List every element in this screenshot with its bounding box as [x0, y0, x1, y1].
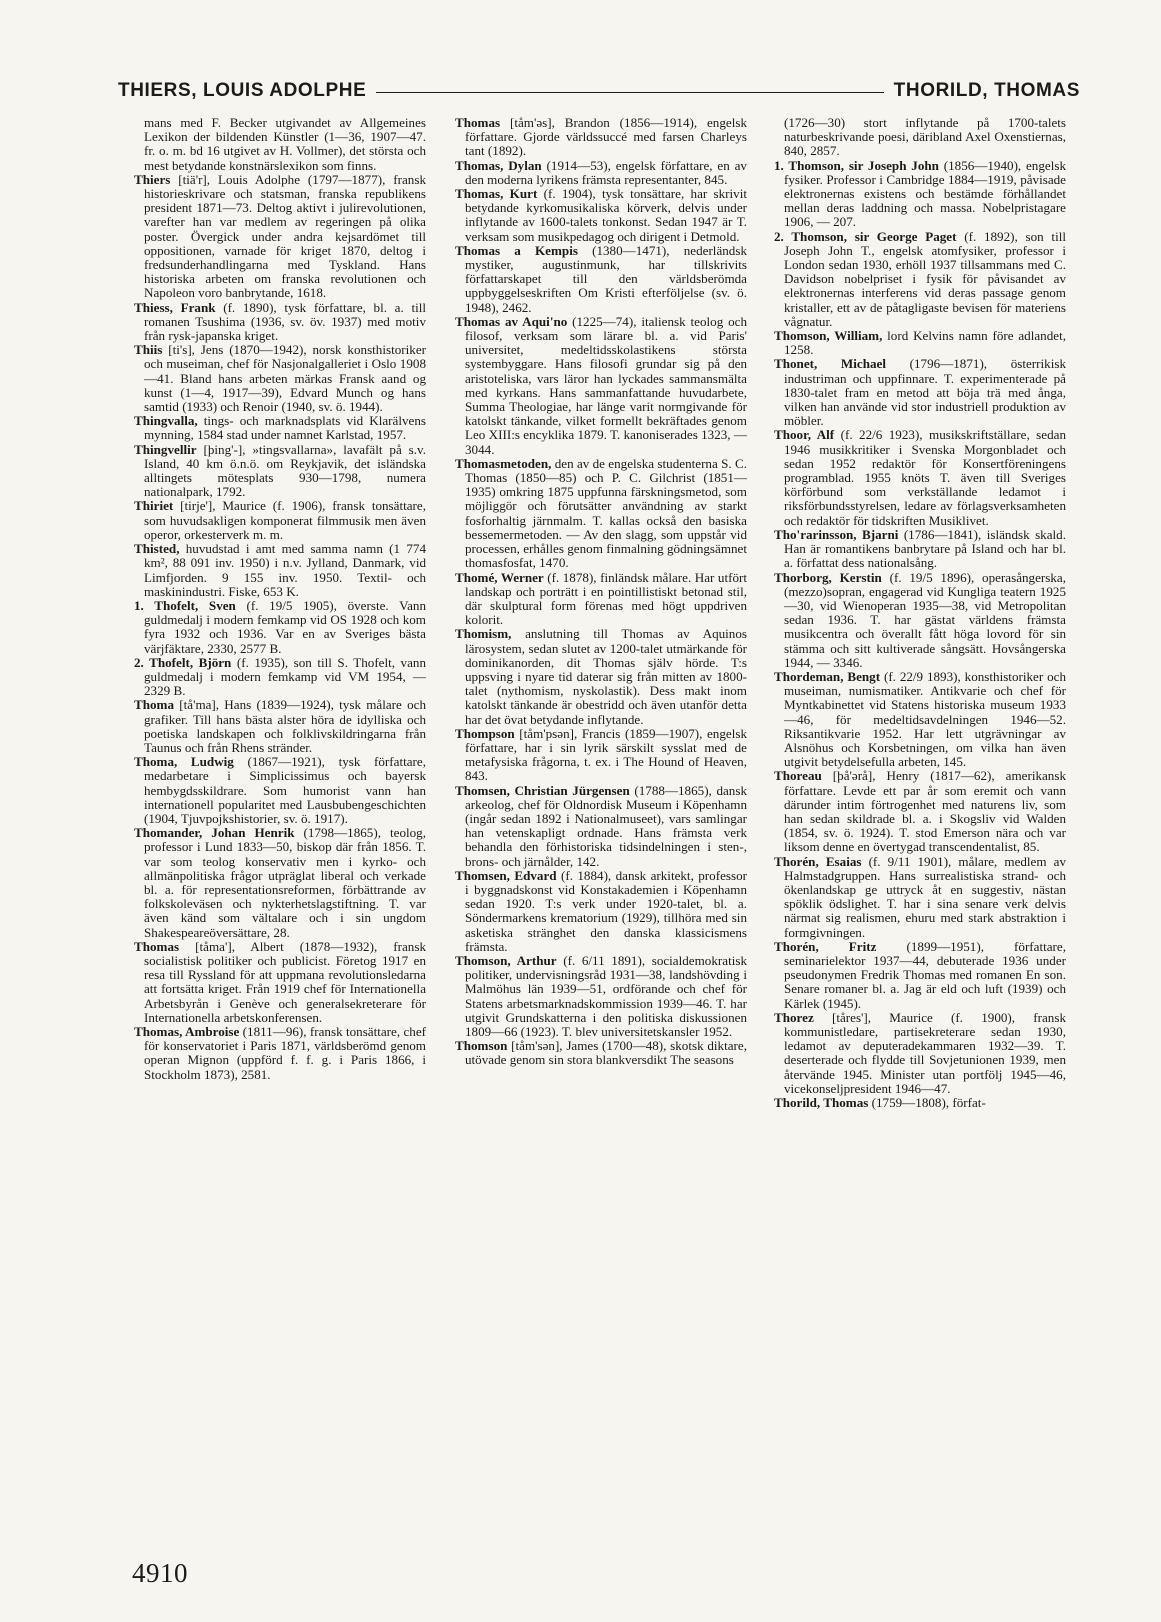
entry-text: anslutning till Thomas av Aquinos lärosystem, sedan slutet av 1200-talet utmärkande för dominikanorden, dit Thomas själv hörde. T:s uppsving i nyare tid daterar sig från mitten av 1800-talet (nythomism, nyskolastik). Dess makt inom katolskt tänkande är obestridd och även utanför detta har det övat betydande inflytande. — [465, 626, 747, 727]
entry-text: (1788—1865), dansk arkeolog, chef för Oldnordisk Museum i Köpenhamn (ingår sedan 1892 i Nationalmuseet), vars samlingar han vetenskapligt ordnade. Hans främsta verk behandla den förhistoriska tidsindelningen i sten-, brons- och järnålder, 142. — [465, 782, 747, 869]
dictionary-entry — [134, 1025, 426, 1082]
dictionary-entry — [774, 855, 1066, 940]
entry-text: [tirje'], Maurice (f. 1906), fransk tonsättare, som huvudsakligen komponerat filmmusik men även operor, orkesterverk m. m. — [144, 498, 426, 542]
entry-headword: Thomander, Johan Henrik — [134, 825, 295, 841]
entry-text: (1798—1865), teolog, professor i Lund 1833—50, biskop där från 1856. T. var som teolog konservativ men i kyrko- och allmänpolitiska frågor utpräglat liberal och verkade bl. a. för representationsreformen, förbättrande av folkskoleväsen och nykterhetslagstiftning. T. var även känd som vältalare och i sin ungdom Shakespeareöversättare, 28. — [144, 825, 426, 940]
dictionary-entry — [134, 656, 426, 699]
entry-headword: Thoreau — [774, 768, 822, 784]
entry-headword: Thomson, Arthur — [455, 952, 557, 968]
entry-headword: Thisted, — [134, 541, 180, 557]
entry-headword: Thomé, Werner — [455, 569, 544, 585]
entry-text: (1380—1471), nederländsk mystiker, augustinmunk, har tillskrivits författarskapet till den världsberömda uppbyggelseskriften Om Kristi efterföljelse (sv. ö. 1948), 2462. — [465, 242, 747, 315]
entry-text: (f. 1892), son till Joseph John T., engelsk atomfysiker, professor i London sedan 1930, erhöll 1937 tillsammans med C. Davidson nobelpriset i fysik för påvisandet av elektronernas interferens vid deras passage genom kristaller, ett av de påtagligaste bevisen för materiens vågnatur. — [784, 228, 1066, 329]
entry-text: den av de engelska studenterna S. C. Thomas (1850—85) och P. C. Gilchrist (1851—1935) omkring 1875 uppfunna färskningsmetod, som möjliggör och förutsätter användning av starkt fosforhaltig järnmalm. T. kallas också den basiska bessemermetoden. — Av den slagg, som uppstår vid processen, erhålles genom finmalning gödningsämnet thomasfosfat, 1470. — [465, 455, 747, 571]
header-right-guideword: THORILD, THOMAS — [893, 80, 1080, 101]
dictionary-entry — [134, 499, 426, 542]
entry-text: (f. 1935), son till S. Thofelt, vann guldmedalj i modern femkamp vid VM 1954, — 2329 B. — [144, 654, 427, 699]
dictionary-entry — [455, 727, 747, 784]
entry-headword: Thomson — [455, 1038, 508, 1054]
column-2 — [455, 116, 747, 1068]
entry-text: (1786—1841), isländsk skald. Han är romantikens banbrytare på Island och har bl. a. författat dess nationalsång. — [784, 526, 1066, 571]
entry-headword: Thomas — [134, 938, 180, 954]
dictionary-entry — [774, 159, 1066, 230]
entry-text: (f. 19/5 1896), operasångerska, (mezzo)sopran, engagerad vid Kungliga teatern 1925—30, vid Wienoperan 1935—38, vid Metropolitan sedan 1936. T. har gästat världens främsta musikcentra och överallt fått höga lovord för sin stämma och sitt kultiverade sångsätt. Hovsångerska 1944, — 3346. — [784, 569, 1067, 670]
entry-headword: Thoma, Ludwig — [134, 754, 234, 770]
entry-headword: Thingvalla, — [134, 413, 198, 429]
column-3 — [774, 116, 1066, 1110]
entry-headword: Thomas, Ambroise — [134, 1024, 240, 1039]
entry-headword: Thorén, Fritz — [774, 938, 877, 954]
dictionary-entry — [134, 698, 426, 755]
entry-text: [þå'ərå], Henry (1817—62), amerikansk författare. Levde ett par år som eremit och vann därunder intim förtrogenhet med naturens liv, som han sedan skildrade bl. a. i Skogsliv vid Walden (1854, sv. ö. 1924). T. stod Emerson nära och var liksom denne en övertygad transcendentalist, 85. — [784, 768, 1066, 855]
dictionary-entry — [455, 159, 747, 187]
entry-headword: Thorez — [774, 1009, 814, 1025]
entry-text: (f. 22/6 1923), musikskriftställare, sedan 1946 musikkritiker i Svenska Morgonbladet och sedan 1952 redaktör för Konsertföreningens programblad. 1955 knöts T. även till Sveriges körförbund som verkställande ledamot i riksförbundsstyrelsen, ledare av förlagsverksamheten och redaktör för tidskriften Musiklivet. — [784, 427, 1066, 528]
entry-text: huvudstad i amt med samma namn (1 774 km², 88 091 inv. 1950) i n.v. Jylland, Danmark, vid Limfjorden. 9 155 inv. 1950. Textil- och maskinindustri. Fiske, 653 K. — [144, 541, 426, 599]
entry-headword: Thordeman, Bengt — [774, 668, 881, 684]
entry-headword: Thingvellir — [134, 441, 197, 457]
dictionary-entry — [455, 627, 747, 726]
entry-headword: Thiess, Frank — [134, 299, 216, 315]
entry-text: (1914—53), engelsk författare, en av den moderna lyrikens främsta representanter, 845. — [465, 157, 747, 187]
entry-headword: Thomas, Kurt — [455, 186, 538, 202]
entry-headword: Thoma — [134, 697, 175, 713]
entry-headword: Thomas av Aqui'no — [455, 313, 568, 329]
dictionary-entry — [134, 343, 426, 414]
dictionary-entry — [774, 528, 1066, 571]
dictionary-entry — [455, 784, 747, 869]
entry-headword: 1. Thomson, sir Joseph John — [774, 157, 939, 173]
page-number: 4910 — [132, 1558, 188, 1588]
dictionary-entry — [774, 1011, 1066, 1096]
dictionary-entry — [134, 414, 426, 442]
dictionary-entry — [774, 329, 1066, 357]
entry-text: [tiä'r], Louis Adolphe (1797—1877), fransk historieskrivare och statsman, franska republikens president 1871—73. Deltog aktivt i julirevolutionen, varefter han var medlem av regeringen på olika poster. Övergick under andra kejsardömet till oppositionen, varnade för kriget 1870, deltog i fredsunderhandlingarna med Tyskland. Hans historiska arbeten om franska revolutionen och Napoleon voro banbrytande, 1618. — [144, 171, 426, 301]
entry-text: [tåm'əs], Brandon (1856—1914), engelsk författare. Gjorde världssuccé med farsen Charleys tant (1892). — [465, 115, 747, 159]
dictionary-entry — [455, 1039, 747, 1067]
entry-text: [tå'ma], Hans (1839—1924), tysk målare och grafiker. Till hans bästa alster höra de idylliska och poetiska landskapen och folklivskildringarna från Taunus och från Rhens stränder. — [144, 697, 426, 755]
entry-text: (1899—1951), författare, seminarielektor 1937—44, debuterade 1936 under pseudonymen Fredrik Thomas med romanen En son. Senare romaner bl. a. Jag är eld och luft (1939) och Kärlek (1945). — [784, 938, 1067, 1011]
dictionary-entry — [455, 116, 747, 159]
entry-text: (f. 6/11 1891), socialdemokratisk politiker, undervisningsråd 1931—38, landshövding i Malmöhus län 1939—51, ordförande och chef för Statens arbetsmarknadskommission 1939—46. T. har utgivit Grundskatterna i den politiska diskussionen 1809—66 (1923). T. blev universitetskansler 1952. — [465, 952, 747, 1039]
entry-text: (1811—96), fransk tonsättare, chef för konservatoriet i Paris 1871, världsberömd genom operan Mignon (uppförd f. f. g. i Paris 1866, i Stockholm 1873), 2581. — [144, 1024, 427, 1082]
entry-text: (1759—1808), förfat- — [868, 1095, 986, 1111]
dictionary-entry — [774, 571, 1066, 670]
entry-headword: Thonet, Michael — [774, 356, 886, 372]
entry-headword: Thomsen, Edvard — [455, 867, 557, 883]
entry-headword: Thiis — [134, 342, 163, 358]
header-left-guideword: THIERS, LOUIS ADOLPHE — [118, 80, 367, 101]
dictionary-entry — [134, 826, 426, 940]
entry-text: (f. 1890), tysk författare, bl. a. till romanen Tsushima (1936, sv. öv. 1937) med motiv från rysk-japanska kriget. — [144, 299, 426, 344]
dictionary-entry — [134, 755, 426, 826]
entry-text: (f. 19/5 1905), överste. Vann guldmedalj i modern femkamp vid OS 1928 och kom fyra 1932 och 1936. Var en av Sveriges bästa värjfäktare, 2330, 2577 B. — [144, 597, 427, 656]
dictionary-entry — [455, 315, 747, 457]
entry-text: (1225—74), italiensk teolog och filosof, verksam som lärare bl. a. vid Paris' universitet, medeltidsskolastikens största systembyggare. Hans filosofi grundar sig på den aristoteliska, vars läror han lyckades sammansmälta med kyrkans. Hans sammanfattande huvudarbete, Summa Theologiae, har länge varit normgivande för katolskt tänkande, vilket formellt bekräftades genom Leo XIII:s encyklika 1879. T. kanoniserades 1323, — 3044. — [465, 313, 747, 457]
dictionary-entry — [774, 230, 1066, 329]
dictionary-entry — [134, 116, 426, 173]
entry-headword: Thomasmetoden, — [455, 455, 552, 471]
header-rule — [376, 92, 883, 93]
entry-text: mans med F. Becker utgivandet av Allgemeines Lexikon der bildenden Künstler (1—36, 1907—47. fr. o. m. bd 16 utgivet av H. Vollmer), det största och mest betydande konstnärslexikon som finns. — [144, 115, 426, 173]
dictionary-entry — [134, 443, 426, 500]
entry-text: (f. 1878), finländsk målare. Har utfört landskap och porträtt i en pointillistiskt betonad stil, där skulptural form förenas med högt uppdriven kolorit. — [465, 569, 747, 628]
entry-headword: Thiriet — [134, 498, 174, 514]
entry-text: (f. 22/9 1893), konsthistoriker och museiman, numismatiker. Antikvarie och chef för Myntkabinettet vid Statens historiska museum 1933—46, för medeltidsavdelningen 1946—52. Riksantikvarie 1952. Har lett utgrävningar av Alsnöhus och Korsbetningen, om vilka han även utgivit betydelsefulla arbeten, 145. — [784, 668, 1066, 770]
entry-headword: Thomson, William, — [774, 328, 883, 344]
entry-text: (1867—1921), tysk författare, medarbetare i Simplicissimus och bayersk hembygdsskildrare. Som humorist vann han internationell popularitet med Lausbubengeschichten (1904, Tjuvpojkshistorier, sv. ö. 1917). — [144, 754, 426, 826]
dictionary-entry — [774, 670, 1066, 769]
dictionary-entry — [774, 116, 1066, 159]
entry-text: tings- och marknadsplats vid Klarälvens mynning, 1584 stad under namnet Karlstad, 1957. — [144, 413, 426, 443]
entry-text: (f. 1904), tysk tonsättare, har skrivit betydande kyrkomusikaliska körverk, delvis under inflytande av 1600-talets tonkonst. Sedan 1947 är T. verksam som musikpedagog och dirigent i Detmold. — [465, 186, 747, 244]
entry-text: (1796—1871), österrikisk industriman och uppfinnare. T. experimenterade på 1830-talet fram en metod att böja trä med ånga, vilken han använde vid stor industriell produktion av möbler. — [784, 356, 1066, 429]
dictionary-entry — [774, 357, 1066, 428]
column-1 — [134, 116, 426, 1082]
dictionary-entry — [774, 940, 1066, 1011]
entry-headword: Thoor, Alf — [774, 427, 835, 443]
dictionary-entry — [134, 301, 426, 344]
dictionary-entry — [134, 173, 426, 301]
entry-text: [þing'-], »tingsvallarna», lavafält på s.v. Island, 40 km ö.n.ö. om Reykjavik, det isländska alltingets mötesplats 930—1798, numera nationalpark, 1792. — [144, 441, 426, 500]
entry-text: (1726—30) stort inflytande på 1700-talets naturbeskrivande poesi, däribland Axel Oxenstiernas, 840, 2857. — [784, 115, 1066, 159]
entry-text: lord Kelvins namn före adlandet, 1258. — [784, 328, 1066, 358]
entry-headword: Thorborg, Kerstin — [774, 569, 882, 585]
dictionary-entry — [134, 599, 426, 656]
dictionary-entry — [134, 940, 426, 1025]
dictionary-entry — [774, 428, 1066, 527]
dictionary-entry — [455, 457, 747, 571]
entry-headword: Thomas a Kempis — [455, 242, 578, 258]
entry-text: [tåma'], Albert (1878—1932), fransk socialistisk politiker och publicist. Företog 1917 en resa till Ryssland för att uppmana revolutionsledarna att fortsätta kriget. Från 1919 chef för Internationella Arbetsbyrån i Genève och generalsekreterare för Internationella arbetskonferensen. — [144, 938, 426, 1025]
entry-headword: Thomas — [455, 115, 501, 130]
entry-headword: Thorild, Thomas — [774, 1095, 869, 1111]
entry-headword: Thomas, Dylan — [455, 157, 542, 173]
entry-headword: Thorén, Esaias — [774, 853, 862, 869]
entry-headword: Thomism, — [455, 626, 512, 642]
entry-headword: Thomsen, Christian Jürgensen — [455, 782, 630, 798]
entry-headword: Tho'rarinsson, Bjarni — [774, 526, 899, 542]
entry-headword: Thiers — [134, 171, 171, 187]
entry-text: (f. 9/11 1901), målare, medlem av Halmstadgruppen. Hans surrealistiska strand- och ökenlandskap ge uttryck åt en suggestiv, nästan spöklik ödslighet. T. har i sina senare verk delvis närmat sig realismen, ehuru med stark abstraktion i formgivningen. — [784, 853, 1066, 940]
dictionary-entry — [455, 244, 747, 315]
dictionary-entry — [774, 769, 1066, 854]
entry-headword: 2. Thofelt, Björn — [134, 654, 232, 670]
entry-text: [tåres'], Maurice (f. 1900), fransk kommunistledare, partisekreterare sedan 1930, ledamot av deputeradekammaren 1932—39. T. deserterade och flydde till Sovjetunionen 1939, men återvände 1945. Minister utan portfölj 1945—46, vicekonseljpresident 1946—47. — [784, 1009, 1066, 1096]
entry-headword: 1. Thofelt, Sven — [134, 597, 236, 613]
dictionary-entry — [134, 542, 426, 599]
entry-headword: Thompson — [455, 725, 515, 741]
entry-headword: 2. Thomson, sir George Paget — [774, 228, 957, 244]
dictionary-entry — [455, 869, 747, 954]
dictionary-entry — [774, 1096, 1066, 1110]
entry-text: [ti's], Jens (1870—1942), norsk konsthistoriker och museiman, chef för Nasjonalgalleriet i Oslo 1908—41. Bland hans arbeten märkas Fransk aand og kunst (1—4, 1917—39), Edvard Munch og hans samtid (1933) och Renoir (1940, sv. ö. 1944). — [144, 342, 426, 415]
dictionary-entry — [455, 187, 747, 244]
running-header — [118, 78, 1080, 104]
entry-text: [tåm'sən], James (1700—48), skotsk diktare, utövade genom sin stora blankversdikt The seasons — [465, 1038, 747, 1068]
dictionary-entry — [455, 954, 747, 1039]
entry-text: (1856—1940), engelsk fysiker. Professor i Cambridge 1884—1919, påvisade elektronernas existens och bestämde förhållandet mellan deras laddning och massa. Nobelpristagare 1906, — 207. — [784, 157, 1066, 230]
entry-text: (f. 1884), dansk arkitekt, professor i byggnadskonst vid Konstakademien i Köpenhamn sedan 1920. T:s verk under 1920-talet, bl. a. Söndermarkens krematorium (1929), tillhöra med sin asketiska stränghet den danska klassicismens främsta. — [465, 867, 747, 954]
dictionary-entry — [455, 571, 747, 628]
entry-text: [tåm'psən], Francis (1859—1907), engelsk författare, har i sin lyrik särskilt sysslat med de metafysiska frågorna, t. ex. i The Hound of Heaven, 843. — [465, 725, 747, 784]
